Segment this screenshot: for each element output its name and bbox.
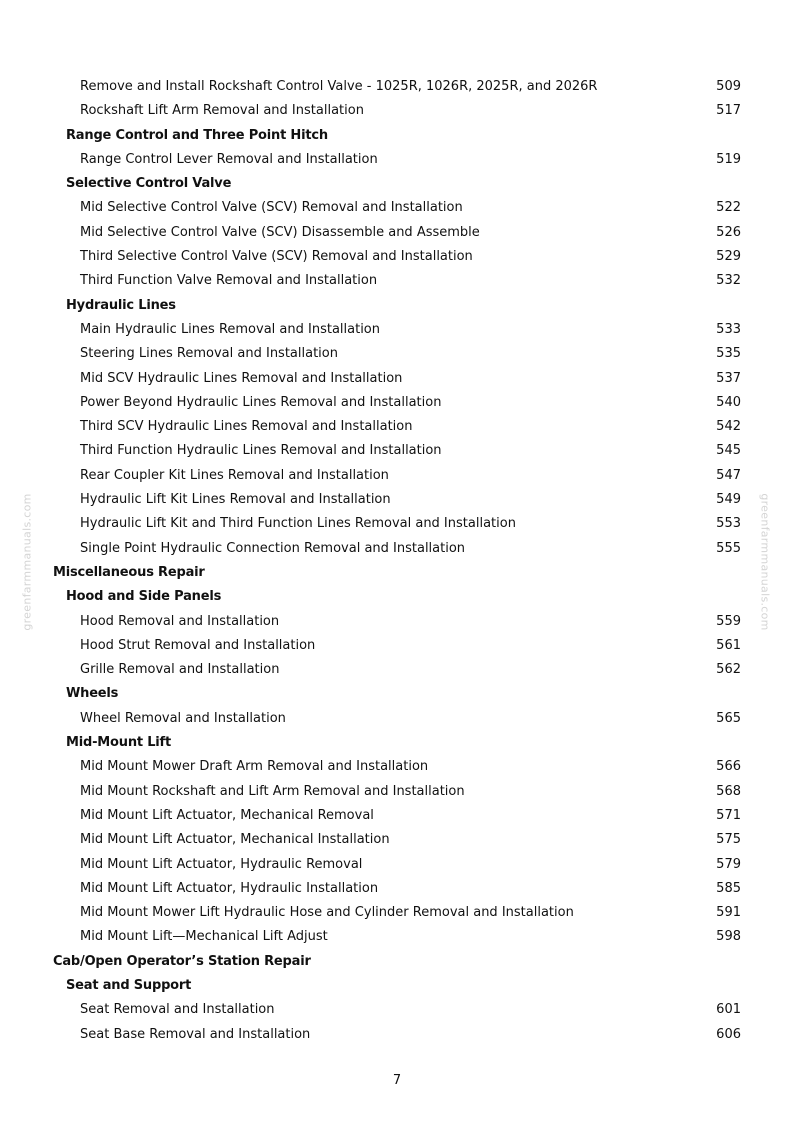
toc-page-number: 591 xyxy=(716,905,741,921)
toc-page-number: 542 xyxy=(716,419,741,435)
toc-entry[interactable] xyxy=(0,1023,794,1047)
toc-page-number: 537 xyxy=(716,370,741,386)
toc-page-number: 545 xyxy=(716,443,741,459)
toc-entry[interactable] xyxy=(0,318,794,342)
toc-page-number: 555 xyxy=(716,540,741,556)
toc-title: Steering Lines Removal and Installation xyxy=(80,346,338,362)
toc-section xyxy=(0,682,794,706)
toc-page-number: 601 xyxy=(716,1002,741,1018)
page-number: 7 xyxy=(392,1073,402,1088)
toc-title: Mid Mount Lift Actuator, Hydraulic Installation xyxy=(80,880,379,896)
toc-entry[interactable] xyxy=(0,925,794,949)
toc-entry[interactable] xyxy=(0,415,794,439)
toc-title: Hood Removal and Installation xyxy=(80,613,280,629)
toc-page-number: 575 xyxy=(716,832,741,848)
toc-entry[interactable] xyxy=(0,780,794,804)
toc-page-number: 535 xyxy=(716,346,741,362)
toc-page-number: 519 xyxy=(716,151,741,167)
toc-title: Miscellaneous Repair xyxy=(53,564,205,580)
toc-entry[interactable] xyxy=(0,658,794,682)
toc-title: Wheel Removal and Installation xyxy=(80,710,286,726)
toc-title: Mid Selective Control Valve (SCV) Disassemble and Assemble xyxy=(80,224,480,240)
toc-entry[interactable] xyxy=(0,488,794,512)
toc-entry[interactable] xyxy=(0,877,794,901)
toc-title: Rear Coupler Kit Lines Removal and Installation xyxy=(80,467,389,483)
toc-page-number: 598 xyxy=(716,929,741,945)
toc-entry[interactable] xyxy=(0,245,794,269)
toc-page-number: 606 xyxy=(716,1026,741,1042)
toc-section xyxy=(0,731,794,755)
toc-page-number: 559 xyxy=(716,613,741,629)
toc-title: Grille Removal and Installation xyxy=(80,662,280,678)
toc-title: Seat Removal and Installation xyxy=(80,1002,275,1018)
toc-title: Cab/Open Operator’s Station Repair xyxy=(53,953,311,969)
toc-title: Mid Mount Lift Actuator, Mechanical Removal xyxy=(80,807,374,823)
toc-title: Range Control Lever Removal and Installation xyxy=(80,151,378,167)
toc-page-number: 565 xyxy=(716,710,741,726)
toc-entry[interactable] xyxy=(0,707,794,731)
toc-title: Mid Mount Rockshaft and Lift Arm Removal and Installation xyxy=(80,783,465,799)
toc-title: Mid SCV Hydraulic Lines Removal and Installation xyxy=(80,370,403,386)
toc-page-number: 532 xyxy=(716,273,741,289)
toc-title: Main Hydraulic Lines Removal and Installation xyxy=(80,321,380,337)
toc-title: Rockshaft Lift Arm Removal and Installation xyxy=(80,103,364,119)
toc-title: Mid Selective Control Valve (SCV) Removal and Installation xyxy=(80,200,463,216)
toc-entry[interactable] xyxy=(0,148,794,172)
toc-page-number: 509 xyxy=(716,79,741,94)
toc-section xyxy=(0,294,794,318)
toc-title: Mid Mount Mower Lift Hydraulic Hose and Cylinder Removal and Installation xyxy=(80,905,574,921)
toc-page-number: 553 xyxy=(716,516,741,532)
toc-page-number: 585 xyxy=(716,880,741,896)
toc-entry[interactable] xyxy=(0,391,794,415)
toc-entry[interactable] xyxy=(0,537,794,561)
toc-section xyxy=(0,974,794,998)
toc-title: Seat Base Removal and Installation xyxy=(80,1026,311,1042)
toc-title: Remove and Install Rockshaft Control Valve - 1025R, 1026R, 2025R, and 2026R xyxy=(80,79,598,94)
toc-entry[interactable] xyxy=(0,196,794,220)
toc-section xyxy=(0,585,794,609)
toc-title: Third Selective Control Valve (SCV) Removal and Installation xyxy=(80,249,473,265)
toc-page-number: 566 xyxy=(716,759,741,775)
toc-chapter xyxy=(0,950,794,974)
toc-page-number: 549 xyxy=(716,492,741,508)
toc-entry[interactable] xyxy=(0,755,794,779)
toc-entry[interactable] xyxy=(0,439,794,463)
toc-chapter xyxy=(0,561,794,585)
toc-title: Hydraulic Lift Kit and Third Function Lines Removal and Installation xyxy=(80,516,516,532)
toc-entry[interactable] xyxy=(0,998,794,1022)
toc-page-number: 529 xyxy=(716,249,741,265)
toc-page-number: 533 xyxy=(716,321,741,337)
watermark-right: greenfarmmanuals.com xyxy=(758,493,772,631)
toc-title: Mid Mount Lift Actuator, Mechanical Installation xyxy=(80,832,390,848)
toc-title: Hood Strut Removal and Installation xyxy=(80,637,316,653)
toc-entry[interactable] xyxy=(0,634,794,658)
toc-page-number: 571 xyxy=(716,807,741,823)
toc-title: Hood and Side Panels xyxy=(66,589,222,605)
toc-title: Selective Control Valve xyxy=(66,176,232,192)
toc-title: Seat and Support xyxy=(66,977,192,993)
toc-title: Wheels xyxy=(66,686,119,702)
toc-title: Power Beyond Hydraulic Lines Removal and Installation xyxy=(80,394,442,410)
toc-page-number: 547 xyxy=(716,467,741,483)
toc-title: Third Function Valve Removal and Installation xyxy=(80,273,378,289)
toc-page-number: 540 xyxy=(716,394,741,410)
toc-page-number: 568 xyxy=(716,783,741,799)
toc-entry[interactable] xyxy=(0,367,794,391)
toc-page-number: 561 xyxy=(716,637,741,653)
toc-page-number: 579 xyxy=(716,856,741,872)
toc-entry[interactable] xyxy=(0,853,794,877)
toc-title: Mid Mount Lift Actuator, Hydraulic Removal xyxy=(80,856,363,872)
toc-page-number: 526 xyxy=(716,224,741,240)
toc-title: Hydraulic Lines xyxy=(66,297,176,313)
toc-title: Mid Mount Lift—Mechanical Lift Adjust xyxy=(80,929,328,945)
toc-entry[interactable] xyxy=(0,75,794,99)
toc-entry[interactable] xyxy=(0,828,794,852)
toc-entry[interactable] xyxy=(0,269,794,293)
toc-page-number: 562 xyxy=(716,662,741,678)
toc-title: Range Control and Three Point Hitch xyxy=(66,127,328,143)
toc-entry[interactable] xyxy=(0,804,794,828)
toc-entry[interactable] xyxy=(0,901,794,925)
toc-page-number: 517 xyxy=(716,103,741,119)
toc-entry[interactable] xyxy=(0,99,794,123)
toc-title: Hydraulic Lift Kit Lines Removal and Installation xyxy=(80,492,391,508)
toc-title: Third Function Hydraulic Lines Removal and Installation xyxy=(80,443,442,459)
toc-entry[interactable] xyxy=(0,610,794,634)
toc-entry[interactable] xyxy=(0,464,794,488)
toc-entry[interactable] xyxy=(0,221,794,245)
toc-title: Single Point Hydraulic Connection Removal and Installation xyxy=(80,540,466,556)
toc-title: Third SCV Hydraulic Lines Removal and Installation xyxy=(80,419,413,435)
toc-section xyxy=(0,124,794,148)
table-of-contents xyxy=(0,75,794,1047)
toc-entry[interactable] xyxy=(0,512,794,536)
toc-title: Mid-Mount Lift xyxy=(66,735,172,751)
watermark-left: greenfarmmanuals.com xyxy=(20,493,34,631)
toc-section xyxy=(0,172,794,196)
toc-entry[interactable] xyxy=(0,342,794,366)
toc-title: Mid Mount Mower Draft Arm Removal and Installation xyxy=(80,759,429,775)
toc-page-number: 522 xyxy=(716,200,741,216)
